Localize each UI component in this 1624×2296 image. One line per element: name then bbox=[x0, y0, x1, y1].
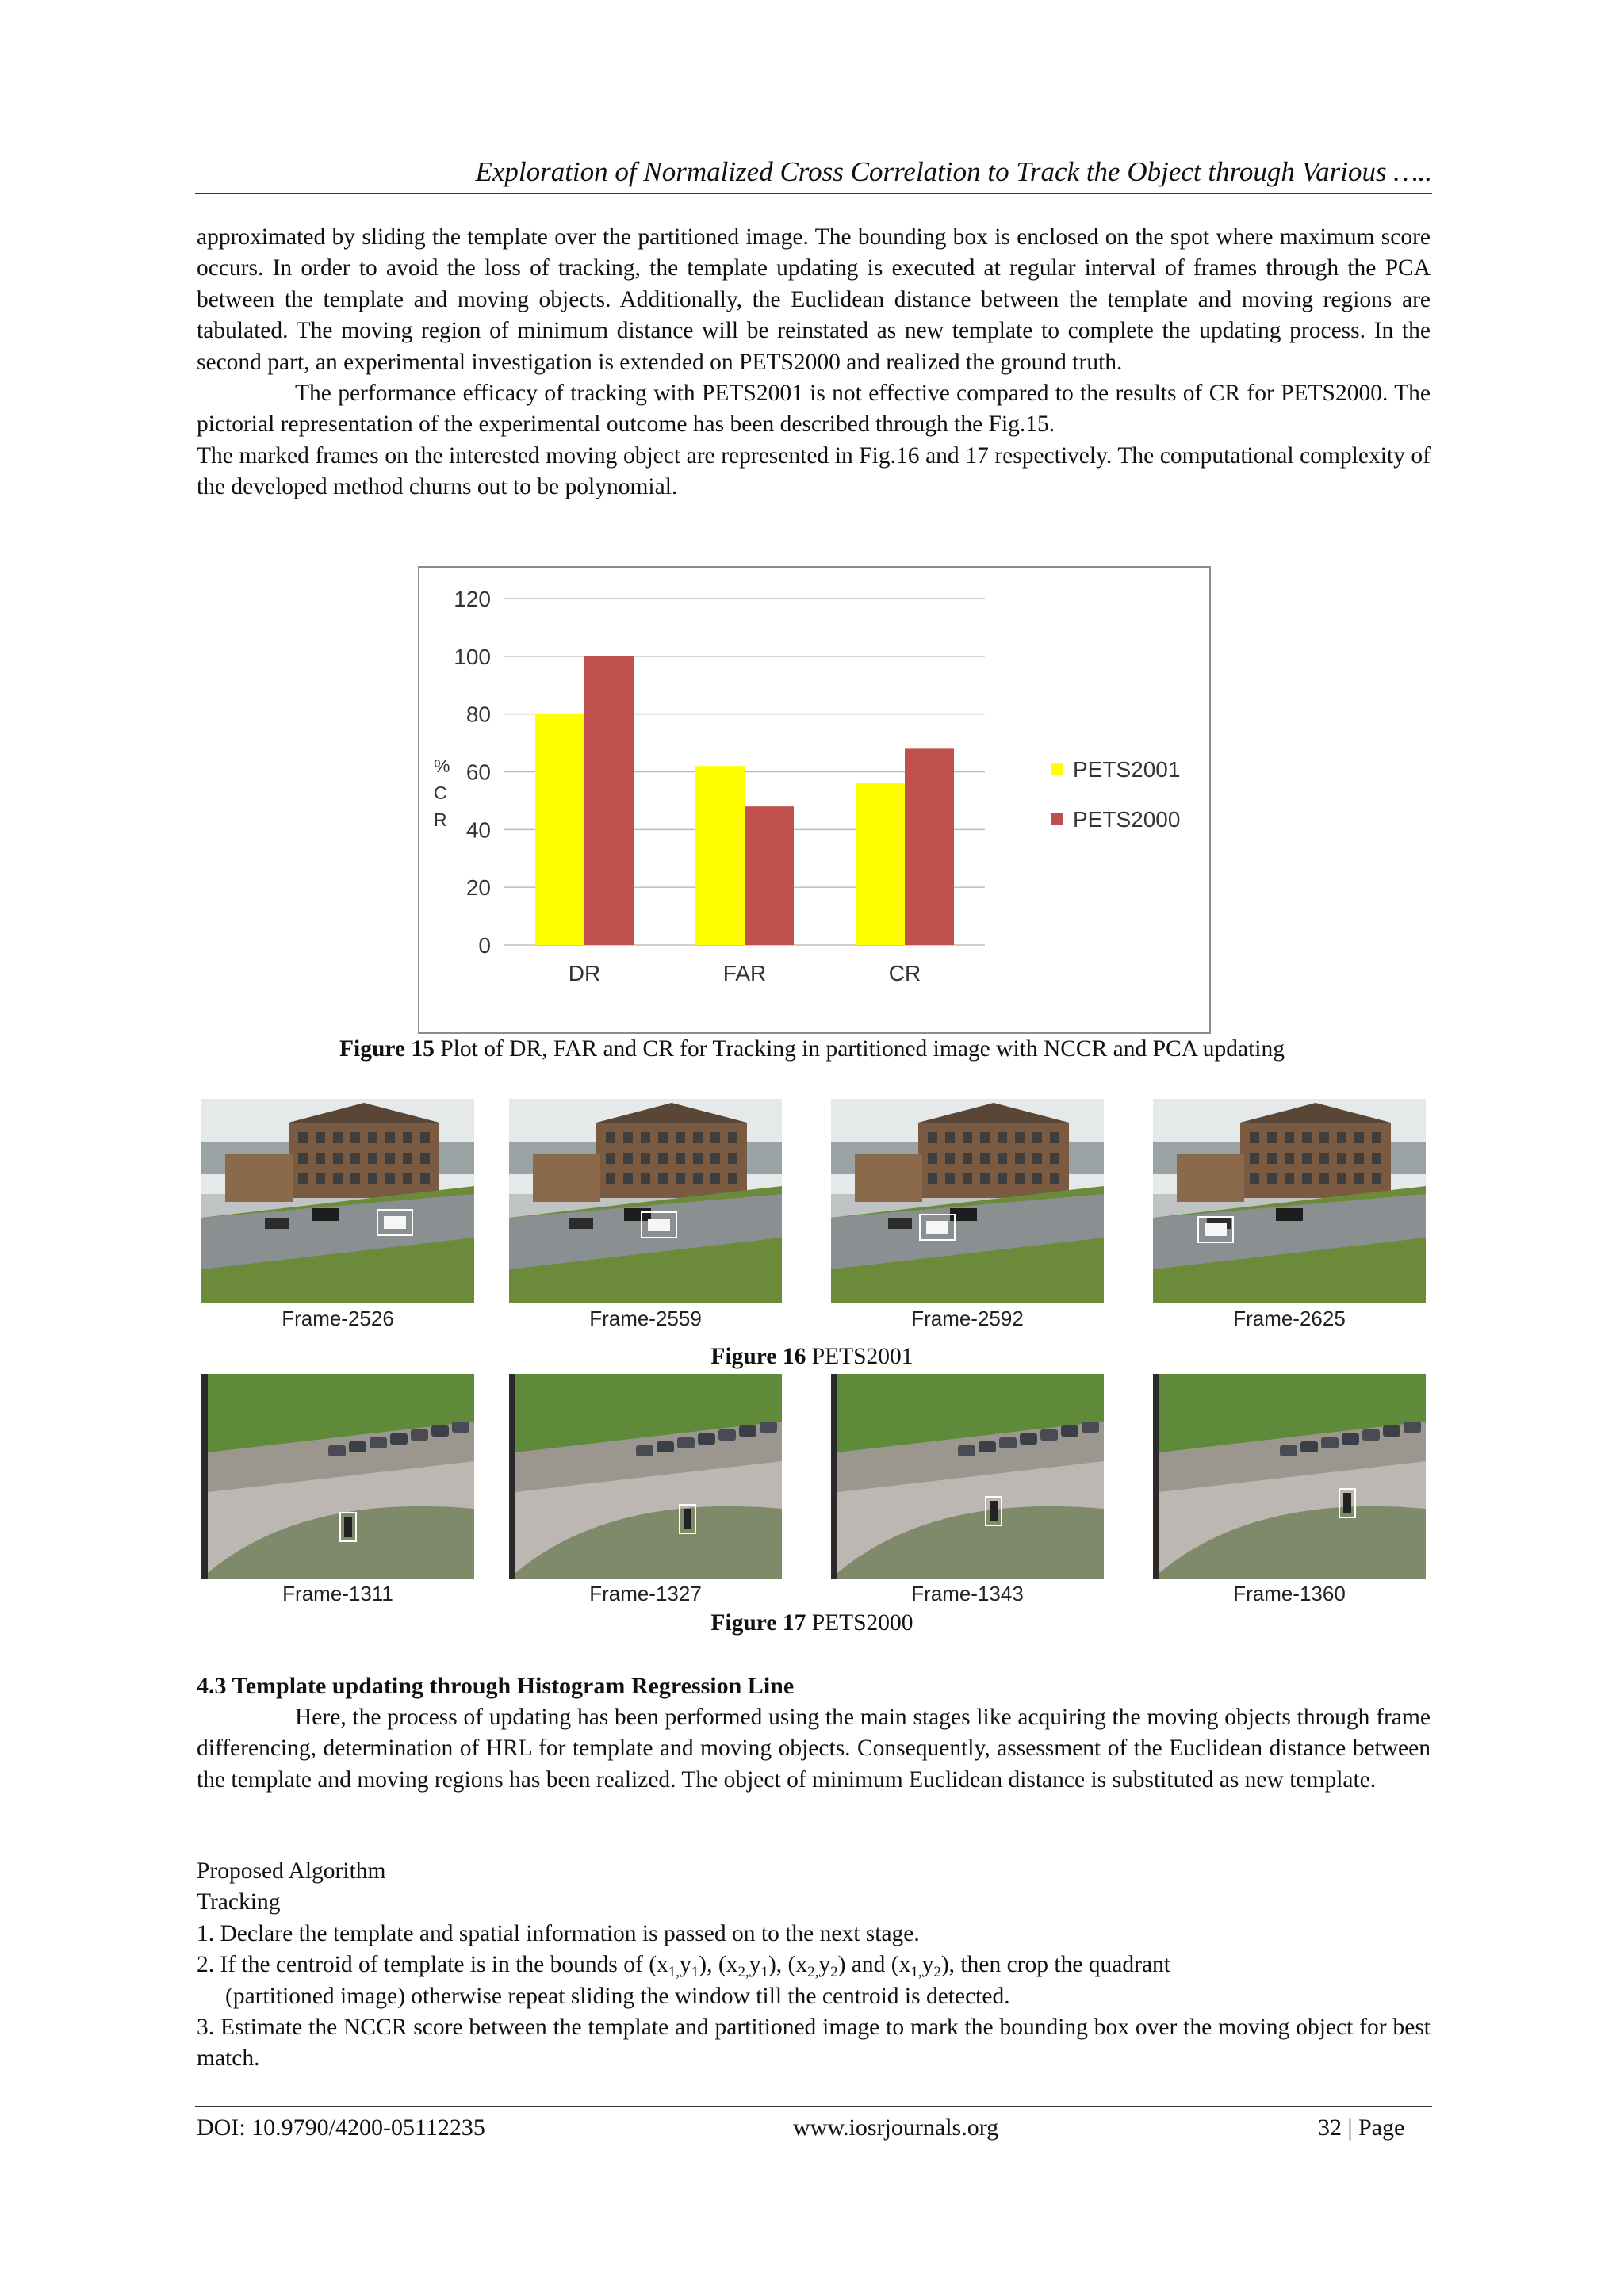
paragraph: The performance efficacy of tracking with PETS2001 is not effective compared to the results of CR for PETS2000. The pictorial representation of the experimental outcome has been described through the Fig.15. bbox=[197, 381, 1431, 438]
frame-label: Frame-2526 bbox=[282, 1307, 394, 1330]
footer-page: 32 | Page bbox=[1318, 2114, 1405, 2141]
caption-text: PETS2000 bbox=[811, 1610, 914, 1636]
video-frame-image bbox=[509, 1374, 782, 1578]
y-axis-label: C bbox=[434, 783, 447, 803]
video-frame-image bbox=[201, 1374, 474, 1578]
video-frame-image bbox=[201, 1099, 474, 1303]
frame-label: Frame-1343 bbox=[911, 1582, 1024, 1605]
footer-site: www.iosrjournals.org bbox=[793, 2114, 999, 2141]
legend-swatch bbox=[1051, 763, 1063, 775]
figure-15-caption bbox=[0, 1034, 1624, 1064]
legend-swatch bbox=[1051, 813, 1063, 825]
y-tick-label: 80 bbox=[465, 702, 491, 727]
x-tick-label: CR bbox=[888, 961, 921, 985]
bar-PETS2000-DR bbox=[584, 656, 634, 945]
frame-label: Frame-1360 bbox=[1233, 1582, 1346, 1605]
frame-label: Frame-2625 bbox=[1233, 1307, 1346, 1330]
paragraph: Here, the process of updating has been performed using the main stages like acquiring the moving objects through frame differencing, determination of HRL for template and moving objects. Consequently, assessment of the Euclidean distance between the template and moving regions has been realized. The object of minimum Euclidean distance is substituted as new template. bbox=[197, 1705, 1431, 1793]
caption-text: PETS2001 bbox=[811, 1344, 914, 1369]
body-text-section bbox=[197, 1702, 1431, 1796]
bar-PETS2000-FAR bbox=[745, 806, 794, 945]
figure-15-chart bbox=[418, 566, 1211, 1034]
video-frame-image bbox=[509, 1099, 782, 1303]
frame-label: Frame-2559 bbox=[589, 1307, 702, 1330]
algorithm-block bbox=[197, 1856, 1431, 2075]
algorithm-step-2: 2. If the centroid of template is in the bounds of $(x_{1,}y_1)$, $(x_{2,}y_1)$, $(x_{2,}y_2)$ and $(x_{1,}y_2)$, then crop the quadrant bbox=[197, 1952, 1170, 1981]
y-axis-label: R bbox=[434, 809, 447, 830]
legend-label: PETS2000 bbox=[1073, 807, 1181, 832]
y-tick-label: 20 bbox=[465, 875, 491, 901]
footer-doi: DOI: 10.9790/4200-05112235 bbox=[197, 2114, 485, 2141]
x-tick-label: DR bbox=[568, 961, 601, 985]
bar-PETS2001-DR bbox=[535, 714, 584, 945]
paragraph: approximated by sliding the template over the partitioned image. The bounding box is enclosed on the spot where maximum score occurs. In order to avoid the loss of tracking, the template updating is executed at regular interval of frames through the PCA between the template and moving objects. Additionally, the Euclidean distance between the template and moving regions are tabulated. The moving region of minimum distance will be reinstated as new template to complete the updating process. In the second part, an experimental investigation is extended on PETS2000 and realized the ground truth. bbox=[197, 224, 1431, 375]
algorithm-subtitle: Tracking bbox=[197, 1889, 281, 1915]
legend-label: PETS2001 bbox=[1073, 757, 1181, 782]
y-axis-label: % bbox=[434, 756, 450, 776]
paragraph: The marked frames on the interested moving object are represented in Fig.16 and 17 respectively. The computational complexity of the developed method churns out to be polynomial. bbox=[197, 442, 1431, 500]
video-frame-image bbox=[831, 1374, 1104, 1578]
frame-label: Frame-2592 bbox=[911, 1307, 1024, 1330]
figure-label: Figure 17 bbox=[710, 1610, 806, 1636]
bar-PETS2000-CR bbox=[905, 748, 954, 945]
caption-text: Plot of DR, FAR and CR for Tracking in partitioned image with NCCR and PCA updating bbox=[440, 1036, 1285, 1062]
algorithm-step-1: 1. Declare the template and spatial information is passed on to the next stage. bbox=[197, 1920, 920, 1946]
figure-label: Figure 16 bbox=[710, 1344, 806, 1369]
figure-17-caption bbox=[0, 1608, 1624, 1638]
bar-PETS2001-CR bbox=[856, 783, 905, 945]
y-tick-label: 120 bbox=[454, 587, 491, 611]
bar-PETS2001-FAR bbox=[695, 766, 745, 945]
frame-label: Frame-1327 bbox=[589, 1582, 702, 1605]
running-header: Exploration of Normalized Cross Correlation to Track the Object through Various ….. bbox=[475, 156, 1432, 187]
header-rule bbox=[195, 193, 1432, 194]
algorithm-step-3: 3. Estimate the NCCR score between the template and partitioned image to mark the bounding box over the moving object for best match. bbox=[197, 2015, 1431, 2072]
algorithm-step-2-cont: (partitioned image) otherwise repeat sliding the window till the centroid is detected. bbox=[225, 1983, 1010, 2009]
bar-chart bbox=[419, 568, 1209, 1032]
x-tick-label: FAR bbox=[722, 961, 767, 985]
y-tick-label: 40 bbox=[465, 817, 491, 843]
section-heading: 4.3 Template updating through Histogram Regression Line bbox=[197, 1673, 795, 1699]
video-frame-image bbox=[831, 1099, 1104, 1303]
figure-16-caption bbox=[0, 1341, 1624, 1372]
figure-label: Figure 15 bbox=[339, 1036, 435, 1062]
footer-rule bbox=[195, 2106, 1432, 2107]
y-tick-label: 0 bbox=[478, 933, 491, 958]
y-tick-label: 100 bbox=[454, 644, 491, 669]
body-text-top bbox=[197, 222, 1431, 503]
y-tick-label: 60 bbox=[465, 760, 491, 785]
frame-label: Frame-1311 bbox=[282, 1582, 393, 1605]
video-frame-image bbox=[1153, 1099, 1426, 1303]
video-frame-image bbox=[1153, 1374, 1426, 1578]
algorithm-title: Proposed Algorithm bbox=[197, 1858, 386, 1884]
